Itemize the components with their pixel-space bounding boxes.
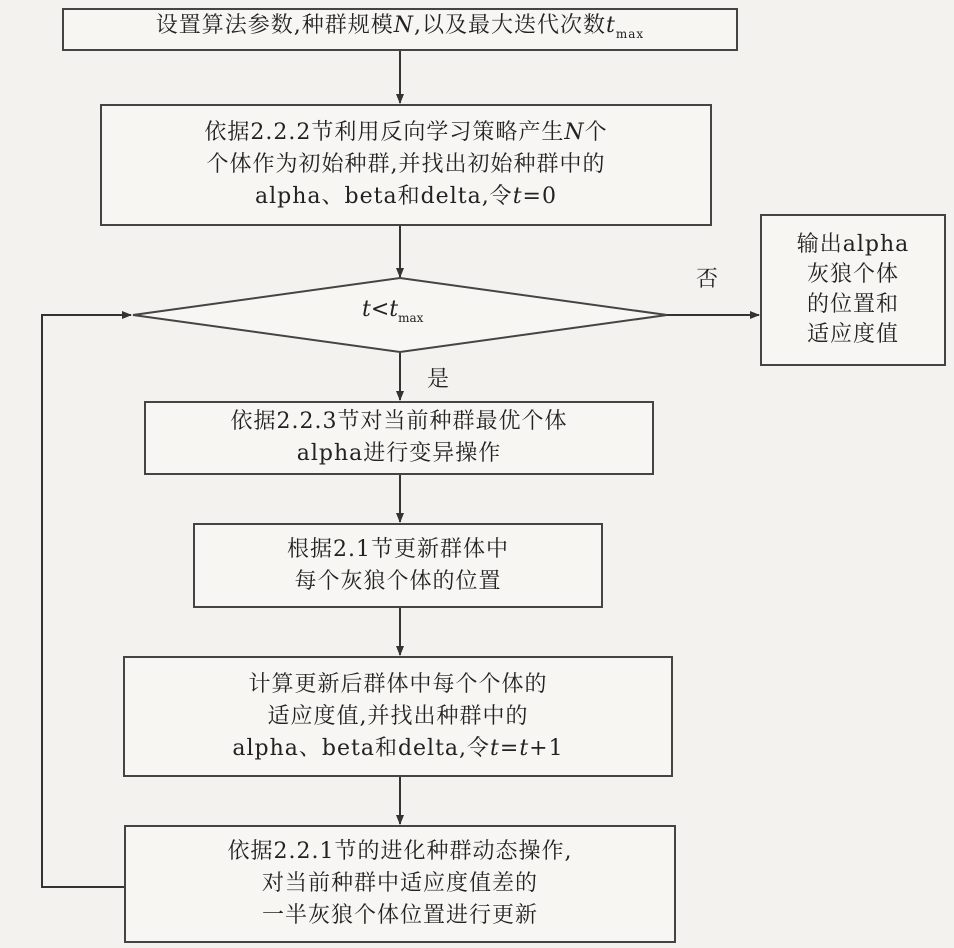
yes-label: 是 [427, 367, 450, 392]
sub-max: max [615, 26, 645, 41]
var-t: t [389, 297, 399, 322]
var-n: N [393, 12, 415, 38]
init-pop-line1-pre: 依据2.2.2节利用反向学习策略产生 [204, 120, 565, 145]
var-t: t [606, 12, 616, 38]
update-line1: 根据2.1节更新群体中 [287, 536, 509, 562]
dynamic-line2: 对当前种群中适应度值差的 [261, 871, 538, 896]
init-population-box [100, 104, 712, 226]
init-params-pre: 设置算法参数,种群规模 [155, 12, 394, 38]
var-t: t [519, 735, 530, 761]
init-params-mid: ,以及最大迭代次数 [414, 12, 607, 38]
output-line2: 灰狼个体 [806, 262, 899, 287]
fitness-line3-pre: alpha、beta和delta,令 [232, 735, 491, 761]
mutation-box [144, 401, 654, 475]
dynamic-line1: 依据2.2.1节的进化种群动态操作, [227, 839, 573, 864]
init-pop-line3-pre: alpha、beta和delta,令 [255, 184, 513, 209]
update-position-box [193, 523, 603, 608]
init-pop-line3 [255, 181, 557, 213]
init-pop-line2: 个体作为初始种群,并找出初始种群中的 [206, 152, 606, 177]
fitness-line1: 计算更新后群体中每个个体的 [248, 671, 548, 697]
init-pop-line1 [204, 117, 607, 149]
fitness-line3-post: +1 [529, 735, 564, 761]
sub-max: max [398, 311, 424, 325]
no-label: 否 [696, 267, 719, 292]
mutation-line1: 依据2.2.3节对当前种群最优个体 [230, 409, 568, 434]
var-t: t [512, 184, 523, 209]
init-params-text [156, 10, 644, 50]
output-box [760, 214, 946, 366]
condition-text [362, 297, 423, 325]
output-line3: 的位置和 [806, 292, 899, 317]
mutation-line2: alpha进行变异操作 [296, 441, 502, 466]
less-than: < [370, 297, 390, 322]
fitness-line2: 适应度值,并找出种群中的 [267, 703, 529, 729]
dynamic-line3: 一半灰狼个体位置进行更新 [261, 903, 538, 928]
init-pop-line1-post: 个 [584, 120, 608, 145]
init-params-box [62, 8, 738, 51]
output-line4: 适应度值 [806, 322, 899, 347]
fitness-line3 [232, 733, 563, 765]
output-line1: 输出alpha [796, 232, 910, 257]
equals: = [499, 735, 520, 761]
var-t: t [362, 297, 371, 322]
init-pop-line3-post: =0 [522, 184, 557, 209]
loop-back-line [42, 315, 131, 887]
fitness-box [123, 656, 673, 777]
update-line2: 每个灰狼个体的位置 [294, 568, 502, 594]
dynamic-operation-box [124, 825, 676, 943]
var-t: t [490, 735, 500, 761]
var-n: N [564, 120, 585, 145]
